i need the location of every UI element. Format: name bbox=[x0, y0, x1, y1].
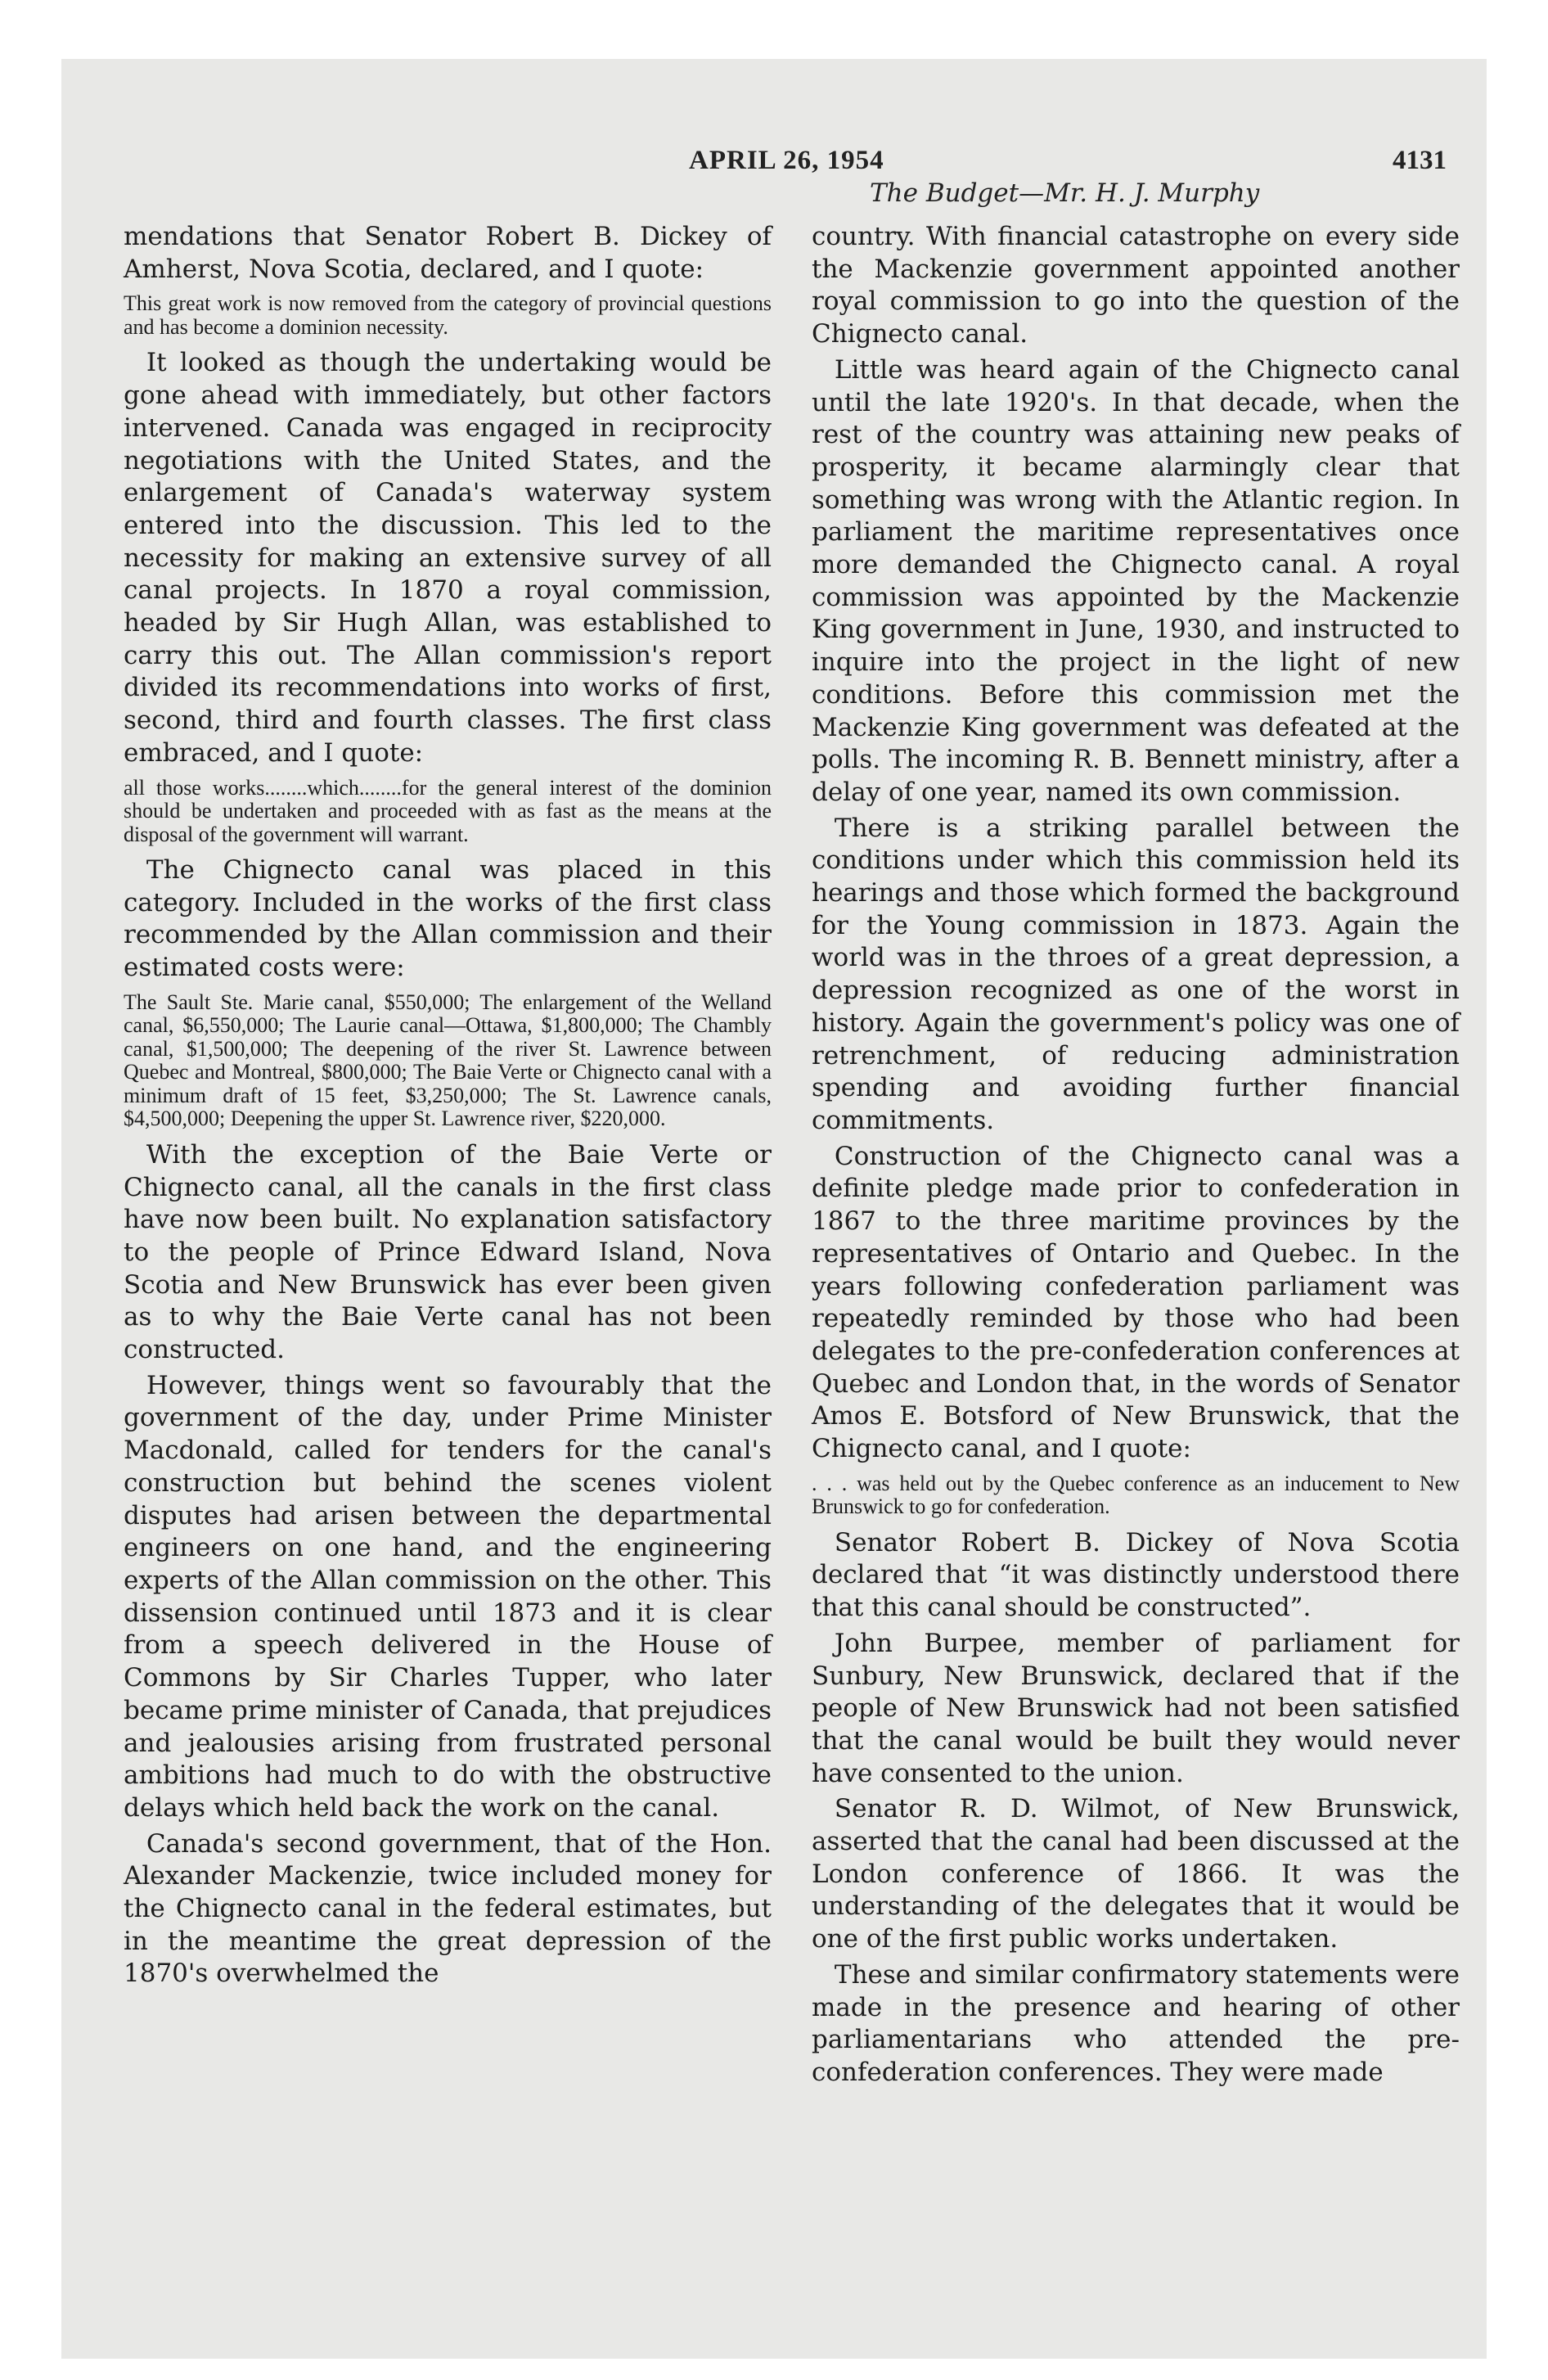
paragraph: Little was heard again of the Chignecto canal until the late 1920's. In that decade, when the rest of the country was attaining new peaks of prosperity, it became alarmingly clear that something was wrong with the Atlantic region. In parliament the maritime representatives once more demanded the Chignecto canal. A royal commission was appointed by the Mackenzie King government in June, 1930, and instructed to inquire into the project in the light of new conditions. Before this commission met the Mackenzie King government was defeated at the polls. The incoming R. B. Bennett ministry, after a delay of one year, named its own commission. bbox=[812, 354, 1460, 807]
paragraph: It looked as though the undertaking would be gone ahead with immediately, but other factors intervened. Canada was engaged in reciprocity negotiations with the United States, and the enlargement of Canada's waterway system entered into the discussion. This led to the necessity for making an extensive survey of all canal projects. In 1870 a royal commission, headed by Sir Hugh Allan, was established to carry this out. The Allan commission's report divided its recommendations into works of first, second, third and fourth classes. The first class embraced, and I quote: bbox=[124, 348, 772, 768]
paragraph: There is a striking parallel between the conditions under which this commission held its hearings and those which formed the background for the Young commission in 1873. Again the world was in the throes of a great depression, a depression recognized as one of the worst in history. Again the government's policy was one of retrenchment, of reducing administration spending and avoiding further financial commitments. bbox=[812, 813, 1460, 1135]
block-quote: This great work is now removed from the category of provincial questions and has become a dominion necessity. bbox=[124, 291, 772, 339]
block-quote: . . . was held out by the Quebec conference as an inducement to New Brunswick to go for confederation. bbox=[812, 1471, 1460, 1519]
paragraph: Construction of the Chignecto canal was a definite pledge made prior to confederation in 1867 to the three maritime provinces by the representatives of Ontario and Quebec. In the years following confederation parliament was repeatedly reminded by those who had been delegates to the pre-confederation conferences at Quebec and London that, in the words of Senator Amos E. Botsford of New Brunswick, that the Chignecto canal, and I quote: bbox=[812, 1141, 1460, 1464]
paragraph: Canada's second government, that of the Hon. Alexander Mackenzie, twice included money for the Chignecto canal in the federal estimates, but in the meantime the great depression of the 1870's overwhelmed the bbox=[124, 1828, 772, 1989]
right-column bbox=[812, 221, 1460, 2089]
paragraph: mendations that Senator Robert B. Dickey of Amherst, Nova Scotia, declared, and I quote: bbox=[124, 222, 772, 284]
page-date: APRIL 26, 1954 bbox=[689, 146, 884, 175]
paragraph: With the exception of the Baie Verte or Chignecto canal, all the canals in the first class have now been built. No explanation satisfactory to the people of Prince Edward Island, Nova Scotia and New Brunswick has ever been given as to why the Baie Verte canal has not been constructed. bbox=[124, 1139, 772, 1365]
paragraph: country. With financial catastrophe on every side the Mackenzie government appointed another royal commission to go into the question of the Chignecto canal. bbox=[812, 222, 1460, 349]
paragraph: Senator Robert B. Dickey of Nova Scotia declared that “it was distinctly understood there that this canal should be constructed”. bbox=[812, 1527, 1460, 1623]
paragraph: The Chignecto canal was placed in this category. Included in the works of the first class recommended by the Allan commission and their estimated costs were: bbox=[124, 855, 772, 983]
paragraph: John Burpee, member of parliament for Sunbury, New Brunswick, declared that if the people of New Brunswick had not been satisfied that the canal would be built they would never have consented to the union. bbox=[812, 1628, 1460, 1788]
page-number: 4131 bbox=[1393, 146, 1447, 175]
paragraph: However, things went so favourably that the government of the day, under Prime Minister Macdonald, called for tenders for the canal's construction but behind the scenes violent disputes had arisen between the departmental engineers on one hand, and the engineering experts of the Allan commission on the other. This dissension continued until 1873 and it is clear from a speech delivered in the House of Commons by Sir Charles Tupper, who later became prime minister of Canada, that prejudices and jealousies arising from frustrated personal ambitions had much to do with the obstructive delays which held back the work on the canal. bbox=[124, 1370, 772, 1823]
left-column bbox=[124, 221, 772, 1990]
block-quote: The Sault Ste. Marie canal, $550,000; The enlargement of the Welland canal, $6,550,000; The Laurie canal—Ottawa, $1,800,000; The Chambly canal, $1,500,000; The deepening of the river St. Lawrence between Quebec and Montreal, $800,000; The Baie Verte or Chignecto canal with a minimum draft of 15 feet, $3,250,000; The St. Lawrence canals, $4,500,000; Deepening the upper St. Lawrence river, $220,000. bbox=[124, 989, 772, 1131]
running-head: The Budget—Mr. H. J. Murphy bbox=[870, 178, 1260, 208]
paragraph: Senator R. D. Wilmot, of New Brunswick, asserted that the canal had been discussed at the London conference of 1866. It was the understanding of the delegates that it would be one of the first public works undertaken. bbox=[812, 1794, 1460, 1954]
paragraph: These and similar confirmatory statements were made in the presence and hearing of other parliamentarians who attended the pre-confederation conferences. They were made bbox=[812, 1959, 1460, 2087]
block-quote: all those works........which........for the general interest of the dominion should be undertaken and proceeded with as fast as the means at the disposal of the government will warrant. bbox=[124, 775, 772, 846]
